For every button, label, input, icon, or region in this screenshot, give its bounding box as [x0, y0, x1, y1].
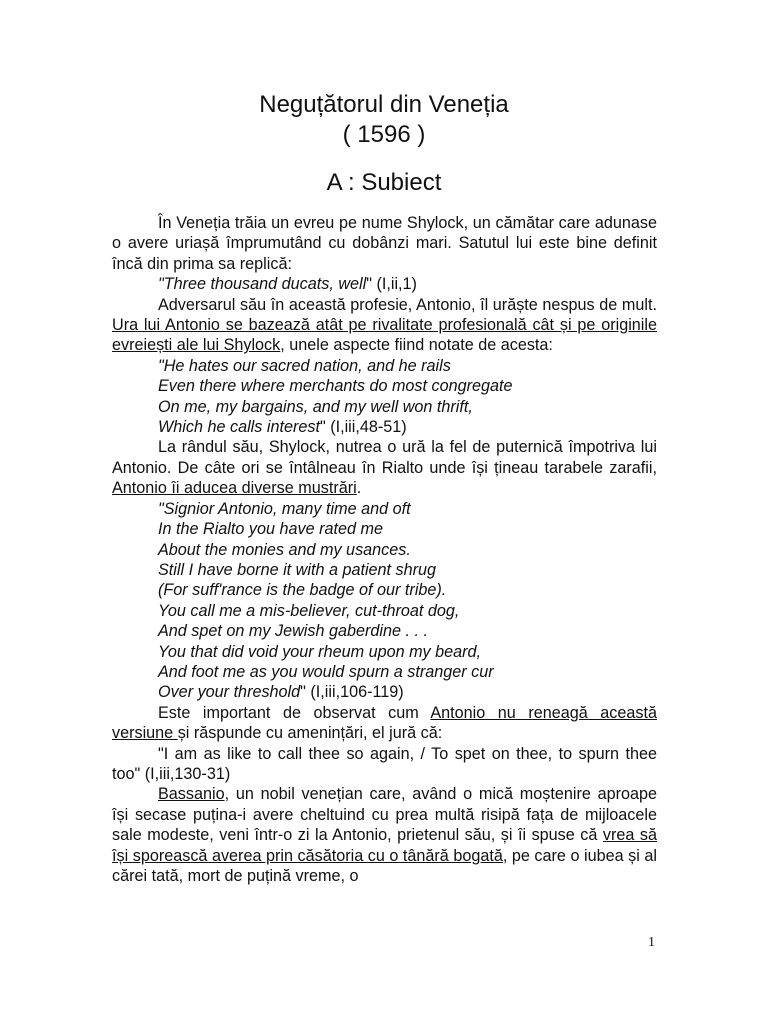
italic-text: Over your threshold	[158, 683, 301, 702]
quote-line	[112, 662, 657, 682]
italic-text: Which he calls interest	[158, 418, 320, 437]
underlined-text: Antonio îi aducea diverse mustrări	[112, 479, 357, 498]
quote-line	[112, 621, 657, 641]
text-run: , unele aspecte fiind notate de acesta:	[280, 336, 553, 355]
italic-text: In the Rialto you have rated me	[158, 520, 383, 539]
quote-line	[112, 499, 657, 519]
section-heading: A : Subiect	[326, 169, 442, 196]
italic-text: (For suff'rance is the badge of our tribe).	[158, 581, 447, 600]
italic-text: "He hates our sacred nation, and he rails	[158, 356, 451, 375]
italic-text: "Three thousand ducats, well	[158, 275, 367, 294]
paragraph	[112, 784, 657, 886]
italic-text: You that did void your rheum upon my beard,	[158, 642, 482, 661]
document-body	[112, 213, 657, 886]
quote-line	[112, 519, 657, 539]
text-run: .	[356, 479, 362, 498]
text-run: " (I,iii,48-51)	[319, 418, 407, 437]
underlined-text: vrea să își sporească averea prin căsătoria cu o tânără bogată	[112, 826, 657, 865]
paragraph	[112, 703, 657, 744]
paragraph	[112, 295, 657, 356]
underlined-text: Ura lui Antonio se bazează atât pe rivalitate profesională cât și pe originile evreiești ale lui Shylock	[112, 316, 657, 355]
text-run: și răspunde cu amenințări, el jură că:	[177, 724, 443, 743]
quote-line	[112, 642, 657, 662]
text-run: " (I,ii,1)	[366, 275, 417, 294]
quote-line	[112, 397, 657, 417]
text-run: La rândul său, Shylock, nutrea o ură la fel de puternică împotriva lui Antonio. De câte ori se întâlneau în Rialto unde își țineau tarabele zarafii,	[112, 438, 657, 477]
quote-line	[112, 417, 657, 437]
paragraph	[112, 213, 657, 274]
italic-text: "Signior Antonio, many time and oft	[158, 499, 411, 518]
document-title: Neguțătorul din Veneția	[259, 91, 509, 118]
quote-line	[112, 560, 657, 580]
text-run: În Veneția trăia un evreu pe nume Shylock, un cămătar care adunase o avere uriașă împrumutând cu dobânzi mari. Satutul lui este bine definit încă din prima sa replică:	[112, 214, 657, 273]
paragraph	[112, 437, 657, 498]
quote-line	[112, 376, 657, 396]
text-run: Adversarul său în această profesie, Antonio, îl urăște nespus de mult.	[158, 295, 657, 314]
document-year: ( 1596 )	[342, 121, 426, 148]
italic-text: Even there where merchants do most congregate	[158, 377, 513, 396]
underlined-text: Antonio nu reneagă această versiune	[112, 703, 657, 743]
quote-line	[112, 356, 657, 376]
italic-text: And spet on my Jewish gaberdine . . .	[158, 622, 428, 641]
text-run: "I am as like to call thee so again, / To spet on thee, to spurn thee too" (I,iii,130-31)	[112, 744, 657, 783]
page-number: 1	[648, 935, 655, 950]
quote-line	[112, 601, 657, 621]
italic-text: About the monies and my usances.	[158, 540, 411, 559]
quote-line	[112, 580, 657, 600]
underlined-text: Bassanio	[158, 785, 225, 804]
quote-line	[112, 274, 657, 294]
italic-text: On me, my bargains, and my well won thrift,	[158, 397, 473, 416]
quote-line	[112, 540, 657, 560]
text-run: Este important de observat cum	[158, 703, 431, 722]
italic-text: Still I have borne it with a patient shrug	[158, 560, 437, 579]
italic-text: And foot me as you would spurn a stranger cur	[158, 662, 494, 681]
italic-text: You call me a mis-believer, cut-throat dog,	[158, 601, 460, 620]
text-run: , un nobil venețian care, având o mică moștenire aproape își secase puțina-i avere cheltuind cu prea multă risipă fața de mijloacele sale modeste, veni într-o zi la Antonio, prietenul său, și îi spuse că	[112, 785, 657, 845]
paragraph	[112, 744, 657, 785]
text-run: " (I,iii,106-119)	[300, 683, 404, 702]
text-run: , pe care o iubea și al cărei tată, mort de puțină vreme, o	[112, 846, 657, 885]
quote-line	[112, 682, 657, 702]
